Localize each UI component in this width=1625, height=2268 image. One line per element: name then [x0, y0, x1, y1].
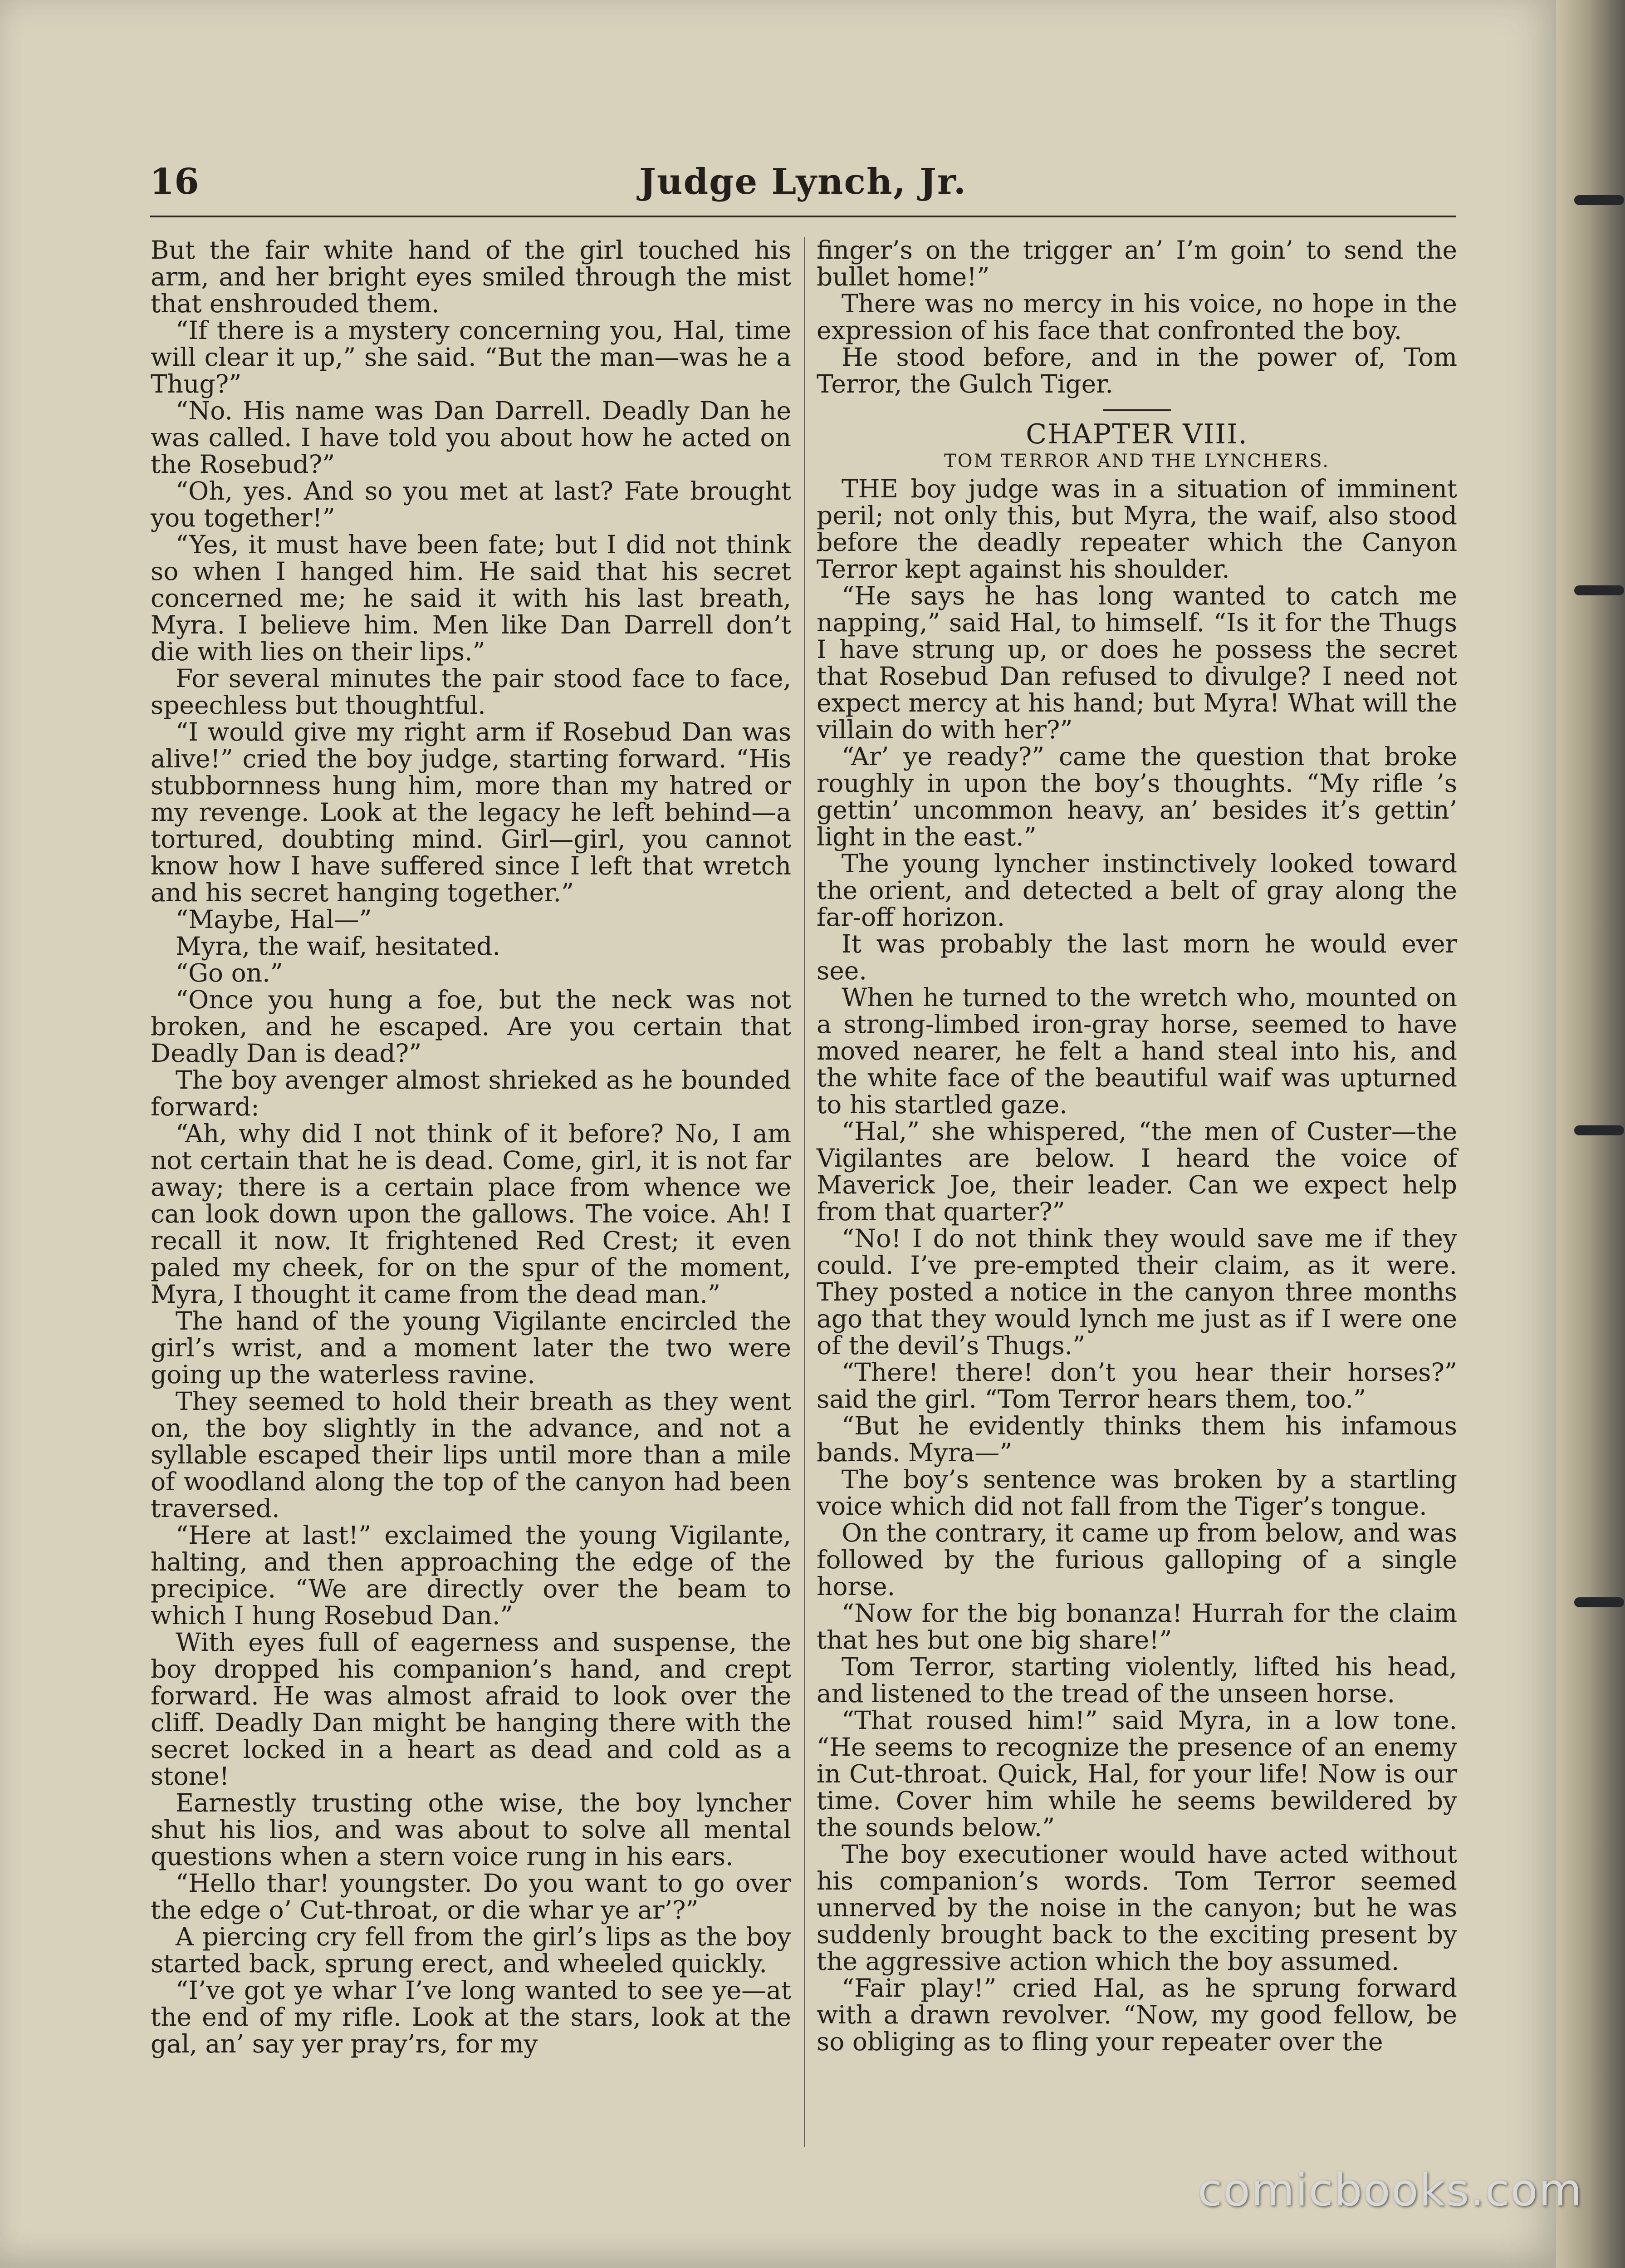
paragraph: Myra, the waif, hesitated. [176, 932, 500, 961]
paragraph: finger’s on the trigger an’ I’m goin’ to send the bullet home!” [817, 236, 1457, 291]
paragraph: “Maybe, Hal—” [176, 905, 372, 934]
paragraph: “I would give my right arm if Rosebud Dan was alive!” cried the boy judge, starting forward. “His stubbornness hung him, more than my hatred or my revenge. Look at the legacy he left behind—a tortured, doubting mind. Girl—girl, you cannot know how I have suffered since I left that wretch and his secret hanging together.” [151, 717, 791, 907]
binding-staple [1574, 1125, 1624, 1135]
paragraph: There was no mercy in his voice, no hope in the expression of his face that confronted the boy. [817, 289, 1457, 345]
paragraph: “Here at last!” exclaimed the young Vigilante, halting, and then approaching the edge of the precipice. “We are directly over the beam to which I hung Rosebud Dan.” [151, 1521, 791, 1630]
left-column [151, 237, 791, 2057]
paragraph: “Fair play!” cried Hal, as he sprung forward with a drawn revolver. “Now, my good fellow, be so obliging as to fling your repeater over the [817, 1973, 1457, 2056]
paragraph: “Oh, yes. And so you met at last? Fate brought you together!” [151, 476, 791, 532]
paragraph: “He says he has long wanted to catch me napping,” said Hal, to himself. “Is it for the Thugs I have strung up, or does he possess the secret that Rosebud Dan refused to divulge? I need not expect mercy at his hand; but Myra! What will the villain do with her?” [817, 581, 1457, 744]
paragraph: Earnestly trusting othe wise, the boy lyncher shut his lios, and was about to solve all mental questions when a stern voice rung in his ears. [151, 1788, 791, 1871]
paragraph: Tom Terror, starting violently, lifted his head, and listened to the tread of the unseen horse. [817, 1652, 1457, 1708]
paragraph: “But he evidently thinks them his infamous bands. Myra—” [817, 1411, 1457, 1467]
paragraph: “Go on.” [176, 958, 283, 987]
paragraph: “Ar’ ye ready?” came the question that broke roughly in upon the boy’s thoughts. “My rifle ’s gettin’ uncommon heavy, an’ besides it’s gettin’ light in the east.” [817, 742, 1457, 851]
chapter-title: CHAPTER VIII. [1026, 418, 1248, 450]
paragraph: The young lyncher instinctively looked toward the orient, and detected a belt of gray along the far-off horizon. [817, 849, 1457, 932]
paragraph: “No. His name was Dan Darrell. Deadly Dan he was called. I have told you about how he acted on the Rosebud?” [151, 396, 791, 479]
paragraph: “I’ve got ye whar I’ve long wanted to see ye—at the end of my rifle. Look at the stars, look at the gal, an’ say yer pray’rs, for my [151, 1976, 791, 2058]
paragraph: He stood before, and in the power of, Tom Terror, the Gulch Tiger. [817, 343, 1457, 398]
chapter-subtitle: TOM TERROR AND THE LYNCHERS. [944, 451, 1330, 471]
paragraph: “There! there! don’t you hear their horses?” said the girl. “Tom Terror hears them, too.” [817, 1358, 1457, 1414]
paragraph: A piercing cry fell from the girl’s lips as the boy started back, sprung erect, and wheeled quickly. [151, 1922, 791, 1978]
right-column [817, 237, 1457, 2055]
column-divider [804, 237, 805, 2147]
paragraph: “Now for the big bonanza! Hurrah for the claim that hes but one big share!” [817, 1599, 1457, 1654]
page-number: 16 [150, 161, 199, 202]
paragraph: “No! I do not think they would save me if they could. I’ve pre-empted their claim, as it were. They posted a notice in the canyon three months ago that they would lynch me just as if I were one of the devil’s Thugs.” [817, 1224, 1457, 1360]
paragraph: The boy executioner would have acted without his companion’s words. Tom Terror seemed unnerved by the noise in the canyon; but he was suddenly brought back to the exciting present by the aggressive action which the boy assumed. [817, 1840, 1457, 1976]
paragraph: When he turned to the wretch who, mounted on a strong-limbed iron-gray horse, seemed to have moved nearer, he felt a hand steal into his, and the white face of the beautiful waif was upturned to his startled gaze. [817, 983, 1457, 1119]
paragraph: “Yes, it must have been fate; but I did not think so when I hanged him. He said that his secret concerned me; he said it with his last breath, Myra. I believe him. Men like Dan Darrell don’t die with lies on their lips.” [151, 530, 791, 666]
chapter-rule [1103, 409, 1171, 411]
binding-staple [1574, 1597, 1624, 1607]
paragraph: The boy’s sentence was broken by a startling voice which did not fall from the Tiger’s tongue. [817, 1465, 1457, 1521]
paragraph: They seemed to hold their breath as they went on, the boy slightly in the advance, and not a syllable escaped their lips until more than a mile of woodland along the top of the canyon had been traversed. [151, 1387, 791, 1523]
paragraph: But the fair white hand of the girl touched his arm, and her bright eyes smiled through the mist that enshrouded them. [151, 236, 791, 318]
binding-staple [1574, 195, 1624, 205]
paragraph: “Once you hung a foe, but the neck was not broken, and he escaped. Are you certain that Deadly Dan is dead?” [151, 985, 791, 1068]
paragraph: With eyes full of eagerness and suspense, the boy dropped his companion’s hand, and crept forward. He was almost afraid to look over the cliff. Deadly Dan might be hanging there with the secret locked in a heart as dead and cold as a stone! [151, 1628, 791, 1791]
paragraph: For several minutes the pair stood face to face, speechless but thoughtful. [151, 664, 791, 720]
paragraph: THE boy judge was in a situation of imminent peril; not only this, but Myra, the waif, also stood before the deadly repeater which the Canyon Terror kept against his shoulder. [817, 474, 1457, 584]
paragraph: On the contrary, it came up from below, and was followed by the furious galloping of a single horse. [817, 1518, 1457, 1601]
paragraph: “Hal,” she whispered, “the men of Custer—the Vigilantes are below. I heard the voice of Maverick Joe, their leader. Can we expect help from that quarter?” [817, 1117, 1457, 1226]
watermark: comicbooks.com [1198, 2165, 1583, 2216]
paragraph: It was probably the last morn he would ever see. [817, 929, 1457, 985]
paragraph: “If there is a mystery concerning you, Hal, time will clear it up,” she said. “But the man—was he a Thug?” [151, 316, 791, 398]
paragraph: “Ah, why did I not think of it before? No, I am not certain that he is dead. Come, girl, it is not far away; there is a certain place from whence we can look down upon the gallows. The voice. Ah! I recall it now. It frightened Red Crest; it even paled my cheek, for on the spur of the moment, Myra, I thought it came from the dead man.” [151, 1119, 791, 1309]
paragraph: The hand of the young Vigilante encircled the girl’s wrist, and a moment later the two were going up the waterless ravine. [151, 1306, 791, 1389]
paragraph: The boy avenger almost shrieked as he bounded forward: [151, 1065, 791, 1121]
paragraph: “That roused him!” said Myra, in a low tone. “He seems to recognize the presence of an enemy in Cut-throat. Quick, Hal, for your life! Now is our time. Cover him while he seems bewildered by the sounds below.” [817, 1706, 1457, 1842]
binding-staple [1574, 585, 1624, 595]
running-title: Judge Lynch, Jr. [639, 161, 967, 202]
page-header [150, 161, 1456, 217]
paragraph: “Hello thar! youngster. Do you want to go over the edge o’ Cut-throat, or die whar ye ar’?” [151, 1869, 791, 1924]
